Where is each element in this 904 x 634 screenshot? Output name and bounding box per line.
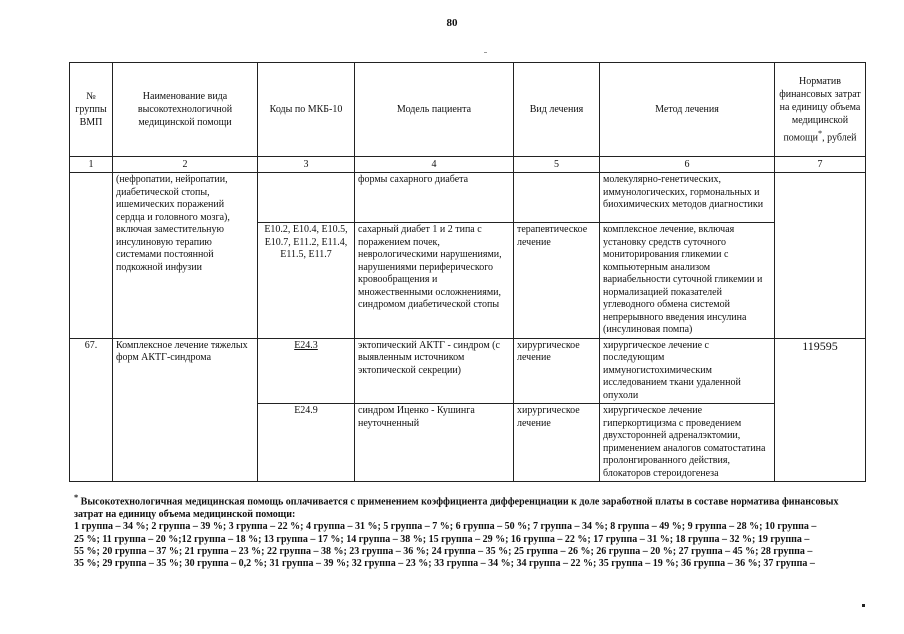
patient-model-cell: синдром Иценко - Кушинга неуточненный [355, 404, 514, 482]
scan-dot [862, 604, 865, 607]
treatment-cell: хирургическое лечение [514, 404, 600, 482]
scan-mark [484, 52, 487, 53]
method-cell: хирургическое лечение с последующим иммуногистохимическим исследованием ткани удаленной опухоли [600, 338, 775, 404]
treatment-cell: терапевтическое лечение [514, 223, 600, 339]
header-norm-tail: , рублей [822, 132, 857, 144]
method-cell: хирургическое лечение гиперкортицизма с проведением двухсторонней адреналэктомии, применением аналогов соматостатина пролонгированного действия, блокаторов стероидогенеза [600, 404, 775, 482]
icd-cell: E24.9 [258, 404, 355, 482]
column-index: 4 [355, 157, 514, 173]
page-number: 80 [446, 17, 458, 29]
table-row [70, 338, 866, 404]
care-type-cell: Комплексное лечение тяжелых форм АКТГ-синдрома [113, 338, 258, 482]
header-treatment: Вид лечения [514, 63, 600, 157]
table-row [70, 173, 866, 223]
column-index: 1 [70, 157, 113, 173]
header-group: № группы ВМП [70, 63, 113, 157]
column-index: 2 [113, 157, 258, 173]
column-index-row [70, 157, 866, 173]
footnote-line: 55 %; 20 группа – 37 %; 21 группа – 23 %; 22 группа – 38 %; 23 группа – 36 %; 24 группа – 35 %; 25 группа – 26 %; 26 группа – 20 %; 27 группа – 45 %; 28 группа – [74, 545, 813, 557]
header-model: Модель пациента [355, 63, 514, 157]
header-norm [775, 63, 866, 157]
care-type-cell: (нефропатии, нейропатии, диабетической стопы, ишемических поражений сердца и головного мозга), включая заместительную инсулиновую терапию системами постоянной подкожной инфузии [113, 173, 258, 339]
patient-model-cell: эктопический АКТГ - синдром (с выявленным источником эктопической секреции) [355, 338, 514, 404]
group-cell [70, 173, 113, 339]
icd-code: E24.3 [294, 339, 318, 351]
method-cell: комплексное лечение, включая установку средств суточного мониторирования гликемии с компьютерным анализом вариабельности суточной гликемии и нормализацией показателей углеводного обмена системой непрерывного введения инсулина (инсулиновая помпа) [600, 223, 775, 339]
footnote-line: 35 %; 29 группа – 35 %; 30 группа – 0,2 %; 31 группа – 39 %; 32 группа – 23 %; 33 группа – 34 %; 34 группа – 22 %; 35 группа – 19 %; 36 группа – 36 %; 37 группа – [74, 558, 815, 570]
column-index: 5 [514, 157, 600, 173]
icd-cell [258, 338, 355, 404]
treatment-cell: хирургическое лечение [514, 338, 600, 404]
column-index: 7 [775, 157, 866, 173]
footnote [74, 492, 874, 571]
price-cell: 119595 [775, 338, 866, 482]
header-norm-main: Норматив финансовых затрат на единицу объема медицинской помощи [779, 75, 861, 144]
footnote-line: 1 группа – 34 %; 2 группа – 39 %; 3 группа – 22 %; 4 группа – 31 %; 5 группа – 7 %; 6 группа – 50 %; 7 группа – 34 %; 8 группа – 49 %; 9 группа – 28 %; 10 группа – [74, 521, 817, 533]
treatment-cell [514, 173, 600, 223]
column-index: 3 [258, 157, 355, 173]
footnote-line [74, 492, 874, 509]
footnote-line: затрат на единицу объема медицинской помощи: [74, 508, 296, 520]
vmp-table [69, 62, 866, 482]
header-method: Метод лечения [600, 63, 775, 157]
footnote-line: 25 %; 11 группа – 20 %;12 группа – 18 %; 13 группа – 17 %; 14 группа – 38 %; 15 группа – 29 %; 16 группа – 22 %; 17 группа – 31 %; 18 группа – 32 %; 19 группа – [74, 533, 810, 545]
header-row [70, 63, 866, 157]
icd-cell: E10.2, E10.4, E10.5, E10.7, E11.2, E11.4, E11.5, E11.7 [258, 223, 355, 339]
header-name: Наименование вида высокотехнологичной медицинской помощи [113, 63, 258, 157]
column-index: 6 [600, 157, 775, 173]
icd-cell [258, 173, 355, 223]
header-icd: Коды по МКБ-10 [258, 63, 355, 157]
method-cell: молекулярно-генетических, иммунологических, гормональных и биохимических методов диагностики [600, 173, 775, 223]
group-cell: 67. [70, 338, 113, 482]
footnote-text: Высокотехнологичная медицинская помощь оплачивается с применением коэффициента дифференциации к доле заработной платы в составе норматива финансовых [80, 496, 839, 508]
patient-model-cell: формы сахарного диабета [355, 173, 514, 223]
footnote-star: * [74, 493, 79, 502]
header-norm-star: * [818, 128, 823, 138]
price-cell [775, 173, 866, 339]
patient-model-cell: сахарный диабет 1 и 2 типа с поражением почек, неврологическими нарушениями, нарушениями периферического кровообращения и множественными осложнениями, синдромом диабетической стопы [355, 223, 514, 339]
